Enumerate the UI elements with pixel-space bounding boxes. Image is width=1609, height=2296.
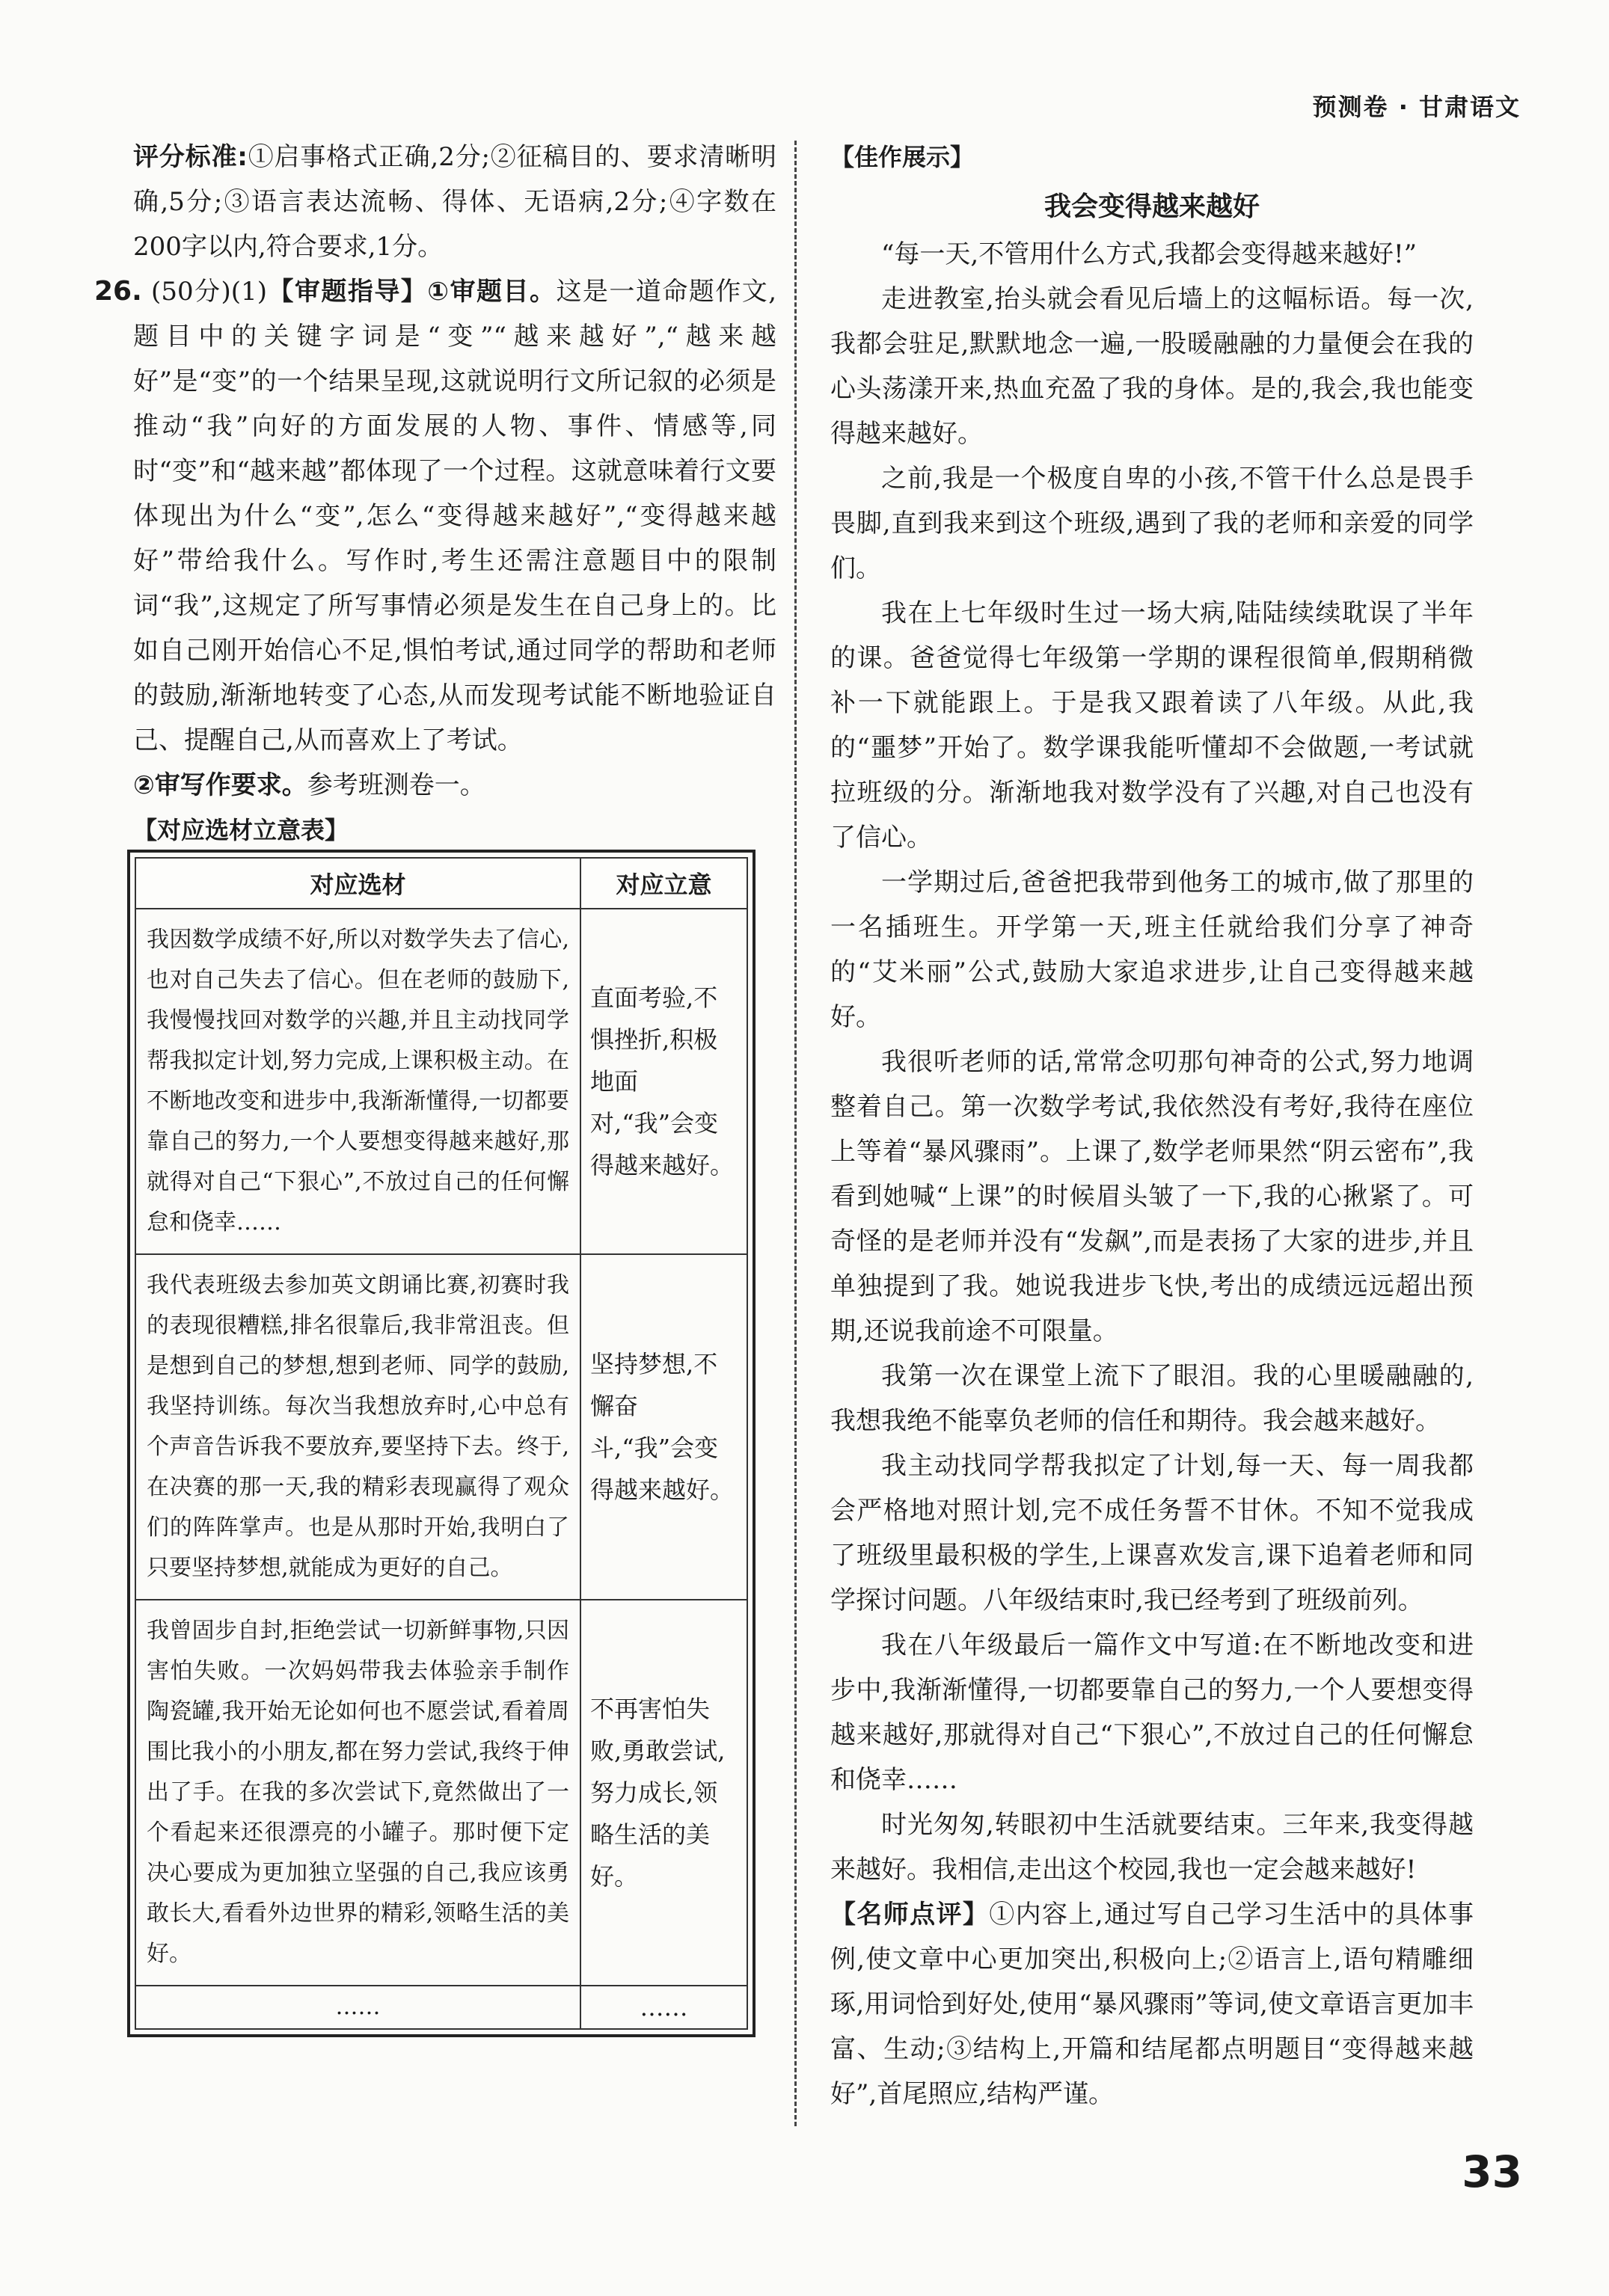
table-cell-intent: 直面考验,不惧挫折,积极地面对,“我”会变得越来越好。 [580, 909, 747, 1254]
table-row [135, 1986, 747, 2029]
sub2-label: ②审写作要求。 [133, 770, 307, 800]
table-cell-selection: …… [135, 1986, 580, 2029]
essay-paragraph: 我第一次在课堂上流下了眼泪。我的心里暖融融的,我想我绝不能辜负老师的信任和期待。我会越来越好。 [830, 1361, 1474, 1436]
table-cell-intent: 不再害怕失败,勇敢尝试,努力成长,领略生活的美好。 [580, 1600, 747, 1986]
scoring-criteria [133, 135, 776, 269]
table-header-row [135, 858, 747, 909]
scoring-text: ①启事格式正确,2分;②征稿目的、要求清晰明确,5分;③语言表达流畅、得体、无语病,2分;④字数在200字以内,符合要求,1分。 [133, 142, 776, 262]
table-row [135, 909, 747, 1254]
page-number: 33 [1462, 2146, 1522, 2197]
essay-paragraph: 我很听老师的话,常常念叨那句神奇的公式,努力地调整着自己。第一次数学考试,我依然没有考好,我待在座位上等着“暴风骤雨”。上课了,数学老师果然“阴云密布”,我看到她喊“上课”的时候眉头皱了一下,我的心揪紧了。可奇怪的是老师并没有“发飙”,而是表扬了大家的进步,并且单独提到了我。她说我进步飞快,考出的成绩远远超出预期,还说我前途不可限量。 [830, 1047, 1474, 1346]
selection-intent-table [135, 857, 748, 2030]
table-cell-selection: 我代表班级去参加英文朗诵比赛,初赛时我的表现很糟糕,排名很靠后,我非常沮丧。但是想到自己的梦想,想到老师、同学的鼓励,我坚持训练。每次当我想放弃时,心中总有个声音告诉我不要放弃,要坚持下去。终于,在决赛的那一天,我的精彩表现赢得了观众们的阵阵掌声。也是从那时开始,我明白了只要坚持梦想,就能成为更好的自己。 [135, 1254, 580, 1600]
showcase-title: 【佳作展示】 [830, 143, 975, 171]
essay-paragraph: “每一天,不管用什么方式,我都会变得越来越好!” [881, 239, 1418, 269]
column-divider [794, 141, 797, 2126]
table-title: 【对应选材立意表】 [133, 816, 349, 844]
question-lead: (50分)(1) [141, 277, 267, 307]
question-26 [94, 269, 777, 763]
essay-paragraph: 之前,我是一个极度自卑的小孩,不管干什么总是畏手畏脚,直到我来到这个班级,遇到了我的老师和亲爱的同学们。 [830, 464, 1474, 583]
table-header-intent: 对应立意 [580, 858, 747, 909]
scoring-label: 评分标准: [133, 142, 248, 172]
essay-paragraph: 我主动找同学帮我拟定了计划,每一天、每一周我都会严格地对照计划,完不成任务誓不甘休。不知不觉我成了班级里最积极的学生,上课喜欢发言,课下追着老师和同学探讨问题。八年级结束时,我已经考到了班级前列。 [830, 1451, 1474, 1615]
essay-paragraph: 我在上七年级时生过一场大病,陆陆续续耽误了半年的课。爸爸觉得七年级第一学期的课程很简单,假期稍微补一下就能跟上。于是我又跟着读了八年级。从此,我的“噩梦”开始了。数学课我能听懂却不会做题,一考试就拉班级的分。渐渐地我对数学没有了兴趣,对自己也没有了信心。 [830, 598, 1474, 853]
review-text: ①内容上,通过写自己学习生活中的具体事例,使文章中心更加突出,积极向上;②语言上,语句精雕细琢,用词恰到好处,使用“暴风骤雨”等词,使文章语言更加丰富、生动;③结构上,开篇和结尾都点明题目“变得越来越好”,首尾照应,结构严谨。 [830, 1900, 1474, 2109]
sub1-text: 这是一道命题作文,题目中的关键字词是“变”“越来越好”,“越来越好”是“变”的一个结果呈现,这就说明行文所记叙的必须是推动“我”向好的方面发展的人物、事件、情感等,同时“变”和“越来越”都体现了一个过程。这就意味着行文要体现出为什么“变”,怎么“变得越来越好”,“变得越来越好”带给我什么。写作时,考生还需注意题目中的限制词“我”,这规定了所写事情必须是发生在自己身上的。比如自己刚开始信心不足,惧怕考试,通过同学的帮助和老师的鼓励,渐渐地转变了心态,从而发现考试能不断地验证自己、提醒自己,从而喜欢上了考试。 [133, 277, 777, 755]
review-label: 【名师点评】 [830, 1900, 990, 1930]
essay-paragraph: 时光匆匆,转眼初中生活就要结束。三年来,我变得越来越好。我相信,走出这个校园,我也一定会越来越好! [830, 1810, 1474, 1885]
question-number: 26. [94, 276, 142, 307]
sub1-label: ①审题目。 [427, 277, 557, 307]
left-column [94, 135, 777, 2030]
teacher-review [830, 1892, 1474, 2117]
table-header-selection: 对应选材 [135, 858, 580, 909]
table-cell-selection: 我曾固步自封,拒绝尝试一切新鲜事物,只因害怕失败。一次妈妈带我去体验亲手制作陶瓷罐,我开始无论如何也不愿尝试,看着周围比我小的小朋友,都在努力尝试,我终于伸出了手。在我的多次尝试下,竟然做出了一个看起来还很漂亮的小罐子。那时便下定决心要成为更加独立坚强的自己,我应该勇敢长大,看看外边世界的精彩,领略生活的美好。 [135, 1600, 580, 1986]
right-column [830, 135, 1474, 2117]
guide-bracket: 【审题指导】 [266, 277, 428, 307]
table-row [135, 1254, 747, 1600]
table-cell-intent: 坚持梦想,不懈奋斗,“我”会变得越来越好。 [580, 1254, 747, 1600]
sub2-text: 参考班测卷一。 [307, 770, 485, 800]
table-row [135, 1600, 747, 1986]
question-26-sub2 [133, 763, 776, 808]
essay-paragraph: 我在八年级最后一篇作文中写道:在不断地改变和进步中,我渐渐懂得,一切都要靠自己的努力,一个人要想变得越来越好,那就得对自己“下狠心”,不放过自己的任何懈怠和侥幸…… [830, 1630, 1474, 1795]
essay-paragraph: 一学期过后,爸爸把我带到他务工的城市,做了那里的一名插班生。开学第一天,班主任就给我们分享了神奇的“艾米丽”公式,鼓励大家追求进步,让自己变得越来越好。 [830, 868, 1474, 1032]
table-cell-selection: 我因数学成绩不好,所以对数学失去了信心,也对自己失去了信心。但在老师的鼓励下,我慢慢找回对数学的兴趣,并且主动找同学帮我拟定计划,努力完成,上课积极主动。在不断地改变和进步中,我渐渐懂得,一切都要靠自己的努力,一个人要想变得越来越好,那就得对自己“下狠心”,不放过自己的任何懈怠和侥幸…… [135, 909, 580, 1254]
essay-paragraph: 走进教室,抬头就会看见后墙上的这幅标语。每一次,我都会驻足,默默地念一遍,一股暖融融的力量便会在我的心头荡漾开来,热血充盈了我的身体。是的,我会,我也能变得越来越好。 [830, 284, 1474, 449]
essay-title: 我会变得越来越好 [1043, 191, 1260, 222]
table-cell-intent: …… [580, 1986, 747, 2029]
page-header-title: 预测卷 · 甘肃语文 [1312, 93, 1521, 121]
